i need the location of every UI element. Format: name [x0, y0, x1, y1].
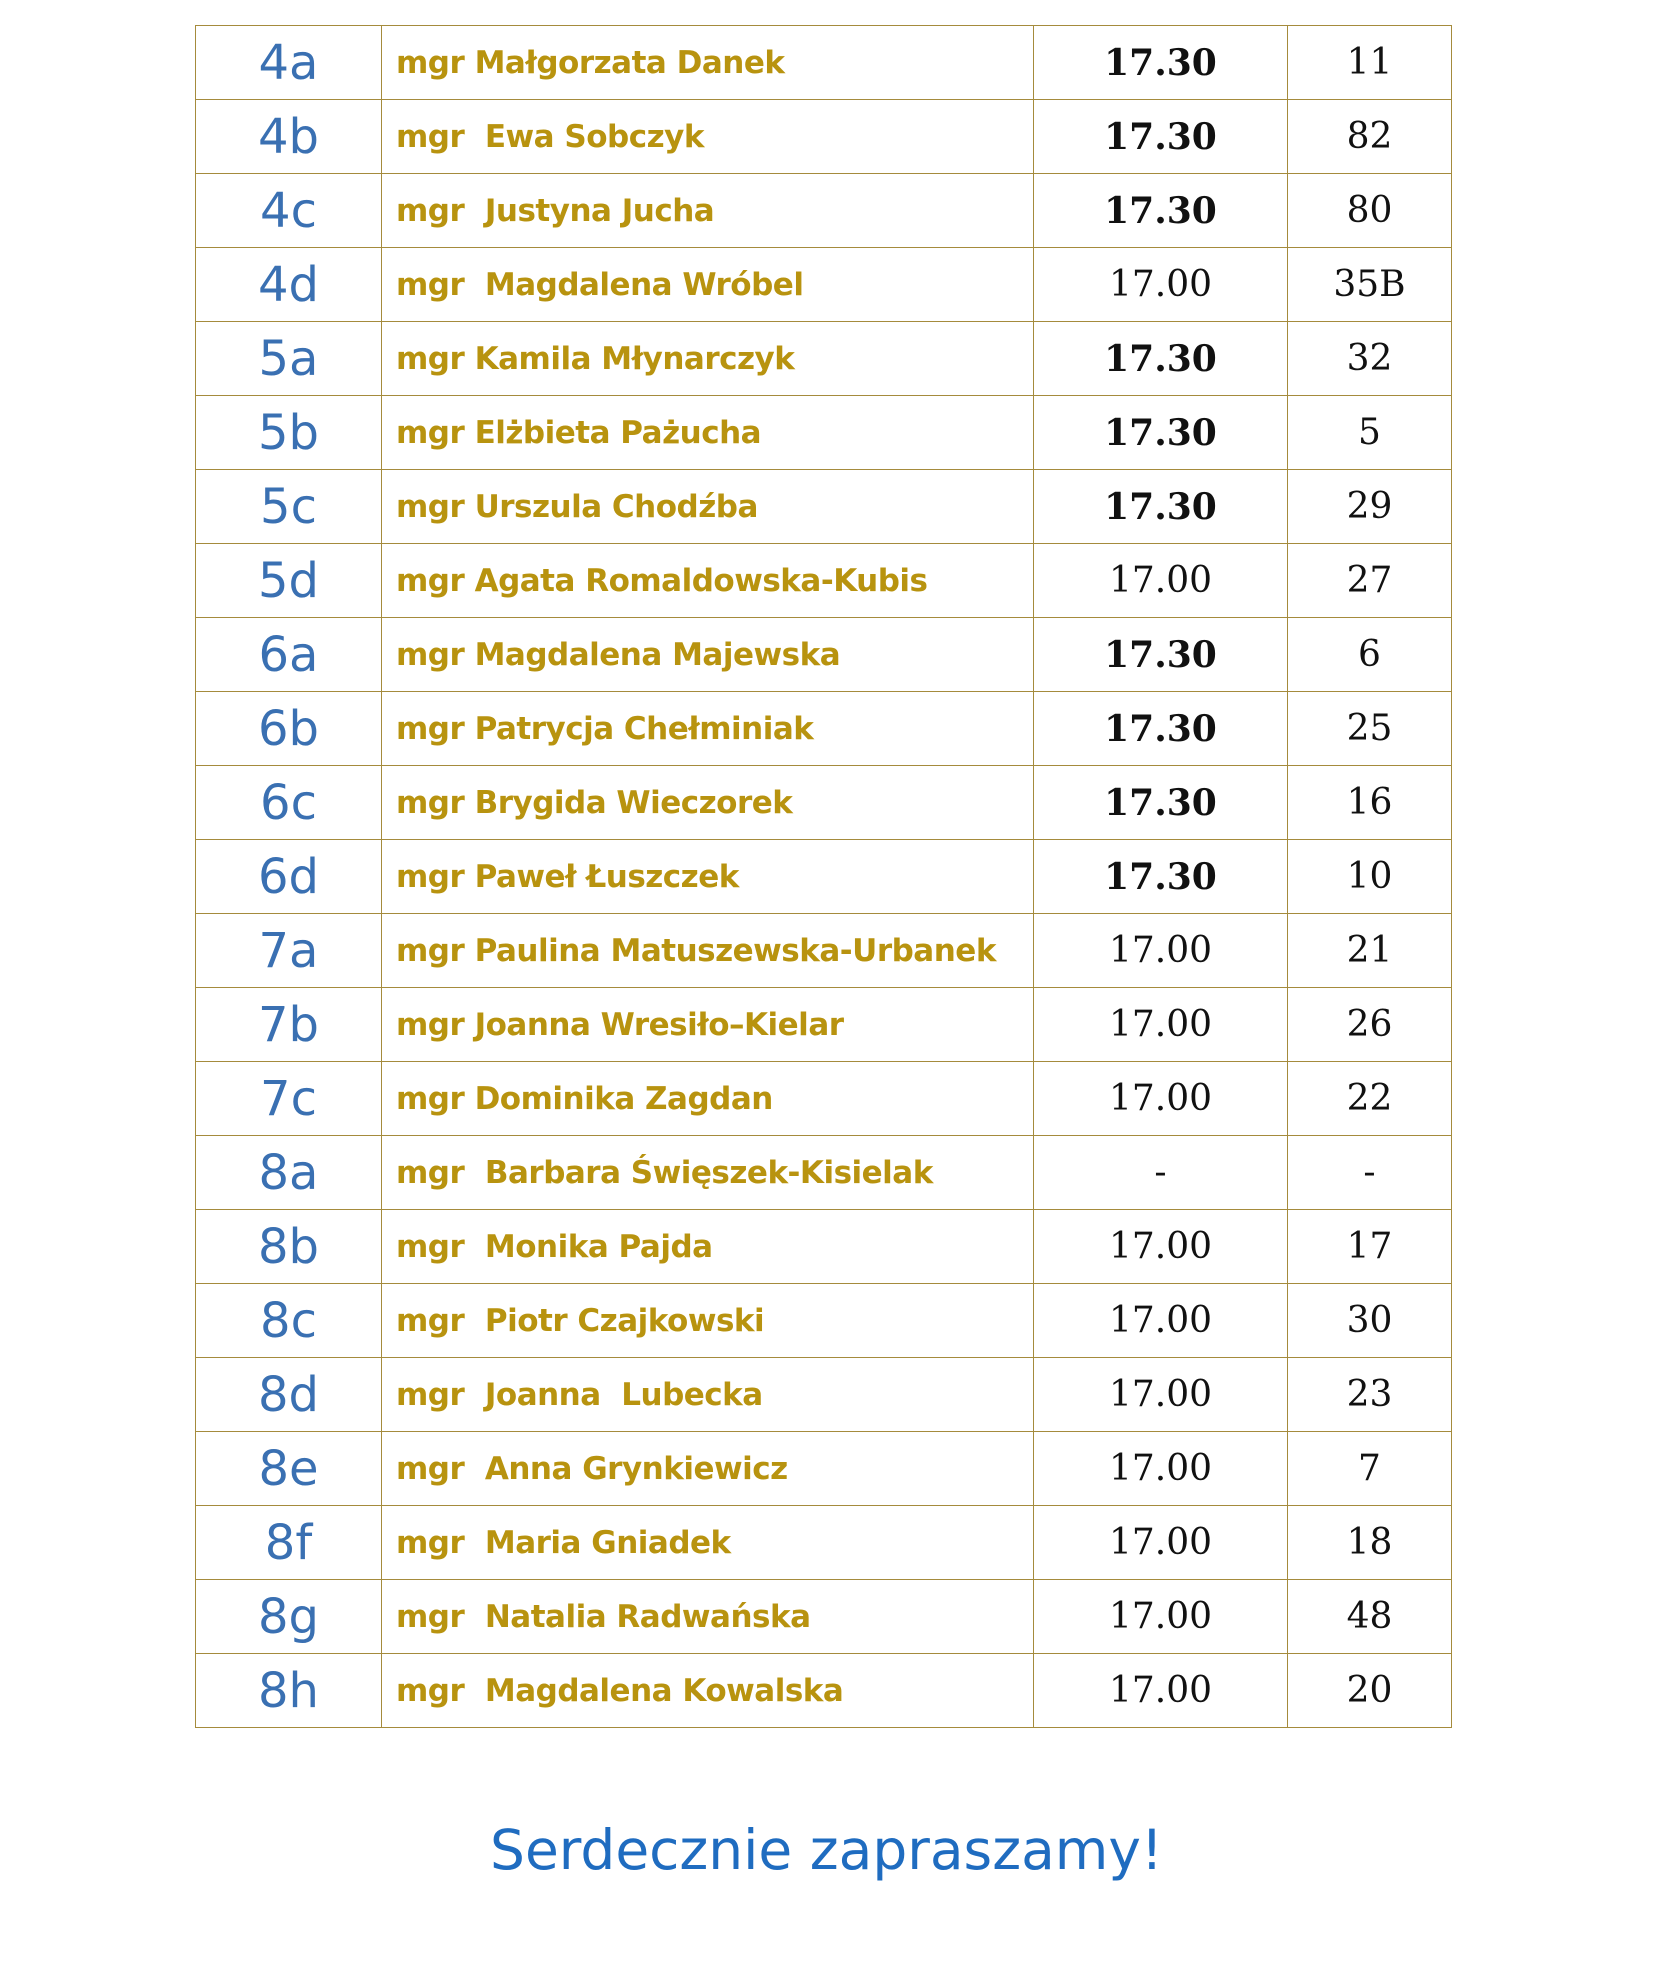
room-cell: - [1288, 1136, 1452, 1210]
time-cell: 17.00 [1034, 1284, 1288, 1358]
teacher-cell: mgr Dominika Zagdan [382, 1062, 1034, 1136]
class-cell: 4c [196, 174, 382, 248]
table-row [196, 1432, 1452, 1506]
table-row [196, 840, 1452, 914]
class-cell: 7a [196, 914, 382, 988]
class-cell: 4a [196, 26, 382, 100]
table-row [196, 26, 1452, 100]
teacher-cell: mgr Anna Grynkiewicz [382, 1432, 1034, 1506]
time-cell: 17.00 [1034, 1580, 1288, 1654]
footer-invitation: Serdecznie zapraszamy! [490, 1818, 1163, 1882]
teacher-cell: mgr Brygida Wieczorek [382, 766, 1034, 840]
time-cell: 17.30 [1034, 766, 1288, 840]
teacher-cell: mgr Agata Romaldowska-Kubis [382, 544, 1034, 618]
teacher-cell: mgr Patrycja Chełminiak [382, 692, 1034, 766]
schedule-table [195, 25, 1452, 1728]
teacher-cell: mgr Kamila Młynarczyk [382, 322, 1034, 396]
teacher-cell: mgr Monika Pajda [382, 1210, 1034, 1284]
teacher-cell: mgr Ewa Sobczyk [382, 100, 1034, 174]
table-row [196, 1284, 1452, 1358]
table-row [196, 544, 1452, 618]
time-cell: 17.30 [1034, 100, 1288, 174]
class-cell: 6a [196, 618, 382, 692]
schedule-table-body [196, 26, 1452, 1728]
room-cell: 82 [1288, 100, 1452, 174]
class-cell: 6b [196, 692, 382, 766]
table-row [196, 988, 1452, 1062]
time-cell: 17.30 [1034, 840, 1288, 914]
class-cell: 8h [196, 1654, 382, 1728]
table-row [196, 1654, 1452, 1728]
teacher-cell: mgr Barbara Święszek-Kisielak [382, 1136, 1034, 1210]
room-cell: 20 [1288, 1654, 1452, 1728]
class-cell: 8d [196, 1358, 382, 1432]
class-cell: 8c [196, 1284, 382, 1358]
room-cell: 23 [1288, 1358, 1452, 1432]
teacher-cell: mgr Joanna Lubecka [382, 1358, 1034, 1432]
class-cell: 5c [196, 470, 382, 544]
room-cell: 16 [1288, 766, 1452, 840]
class-cell: 8b [196, 1210, 382, 1284]
room-cell: 7 [1288, 1432, 1452, 1506]
table-row [196, 1136, 1452, 1210]
time-cell: 17.00 [1034, 1506, 1288, 1580]
room-cell: 17 [1288, 1210, 1452, 1284]
teacher-cell: mgr Piotr Czajkowski [382, 1284, 1034, 1358]
table-row [196, 322, 1452, 396]
room-cell: 18 [1288, 1506, 1452, 1580]
time-cell: 17.00 [1034, 1432, 1288, 1506]
room-cell: 80 [1288, 174, 1452, 248]
room-cell: 32 [1288, 322, 1452, 396]
class-cell: 5a [196, 322, 382, 396]
table-row [196, 100, 1452, 174]
table-row [196, 174, 1452, 248]
time-cell: 17.00 [1034, 914, 1288, 988]
room-cell: 5 [1288, 396, 1452, 470]
table-row [196, 692, 1452, 766]
teacher-cell: mgr Joanna Wresiło–Kielar [382, 988, 1034, 1062]
teacher-cell: mgr Paweł Łuszczek [382, 840, 1034, 914]
room-cell: 10 [1288, 840, 1452, 914]
room-cell: 25 [1288, 692, 1452, 766]
room-cell: 29 [1288, 470, 1452, 544]
teacher-cell: mgr Magdalena Majewska [382, 618, 1034, 692]
time-cell: - [1034, 1136, 1288, 1210]
class-cell: 5d [196, 544, 382, 618]
table-row [196, 1358, 1452, 1432]
class-cell: 8f [196, 1506, 382, 1580]
class-cell: 4d [196, 248, 382, 322]
teacher-cell: mgr Urszula Chodźba [382, 470, 1034, 544]
table-row [196, 914, 1452, 988]
class-cell: 5b [196, 396, 382, 470]
teacher-cell: mgr Justyna Jucha [382, 174, 1034, 248]
table-row [196, 396, 1452, 470]
teacher-cell: mgr Elżbieta Pażucha [382, 396, 1034, 470]
class-cell: 4b [196, 100, 382, 174]
class-cell: 8g [196, 1580, 382, 1654]
teacher-cell: mgr Małgorzata Danek [382, 26, 1034, 100]
time-cell: 17.30 [1034, 618, 1288, 692]
teacher-cell: mgr Natalia Radwańska [382, 1580, 1034, 1654]
room-cell: 22 [1288, 1062, 1452, 1136]
class-cell: 7b [196, 988, 382, 1062]
teacher-cell: mgr Magdalena Kowalska [382, 1654, 1034, 1728]
table-row [196, 248, 1452, 322]
time-cell: 17.30 [1034, 470, 1288, 544]
time-cell: 17.30 [1034, 396, 1288, 470]
table-row [196, 1210, 1452, 1284]
room-cell: 35B [1288, 248, 1452, 322]
room-cell: 48 [1288, 1580, 1452, 1654]
room-cell: 26 [1288, 988, 1452, 1062]
table-row [196, 766, 1452, 840]
time-cell: 17.30 [1034, 174, 1288, 248]
class-cell: 8e [196, 1432, 382, 1506]
time-cell: 17.00 [1034, 1654, 1288, 1728]
room-cell: 11 [1288, 26, 1452, 100]
table-row [196, 1062, 1452, 1136]
room-cell: 30 [1288, 1284, 1452, 1358]
table-row [196, 1506, 1452, 1580]
time-cell: 17.00 [1034, 1358, 1288, 1432]
time-cell: 17.00 [1034, 1062, 1288, 1136]
teacher-cell: mgr Magdalena Wróbel [382, 248, 1034, 322]
time-cell: 17.00 [1034, 1210, 1288, 1284]
time-cell: 17.00 [1034, 988, 1288, 1062]
time-cell: 17.00 [1034, 544, 1288, 618]
room-cell: 6 [1288, 618, 1452, 692]
room-cell: 21 [1288, 914, 1452, 988]
teacher-cell: mgr Maria Gniadek [382, 1506, 1034, 1580]
room-cell: 27 [1288, 544, 1452, 618]
time-cell: 17.30 [1034, 322, 1288, 396]
time-cell: 17.00 [1034, 248, 1288, 322]
class-cell: 6c [196, 766, 382, 840]
class-cell: 8a [196, 1136, 382, 1210]
class-cell: 6d [196, 840, 382, 914]
time-cell: 17.30 [1034, 26, 1288, 100]
class-cell: 7c [196, 1062, 382, 1136]
teacher-cell: mgr Paulina Matuszewska-Urbanek [382, 914, 1034, 988]
time-cell: 17.30 [1034, 692, 1288, 766]
table-row [196, 1580, 1452, 1654]
table-row [196, 470, 1452, 544]
table-row [196, 618, 1452, 692]
